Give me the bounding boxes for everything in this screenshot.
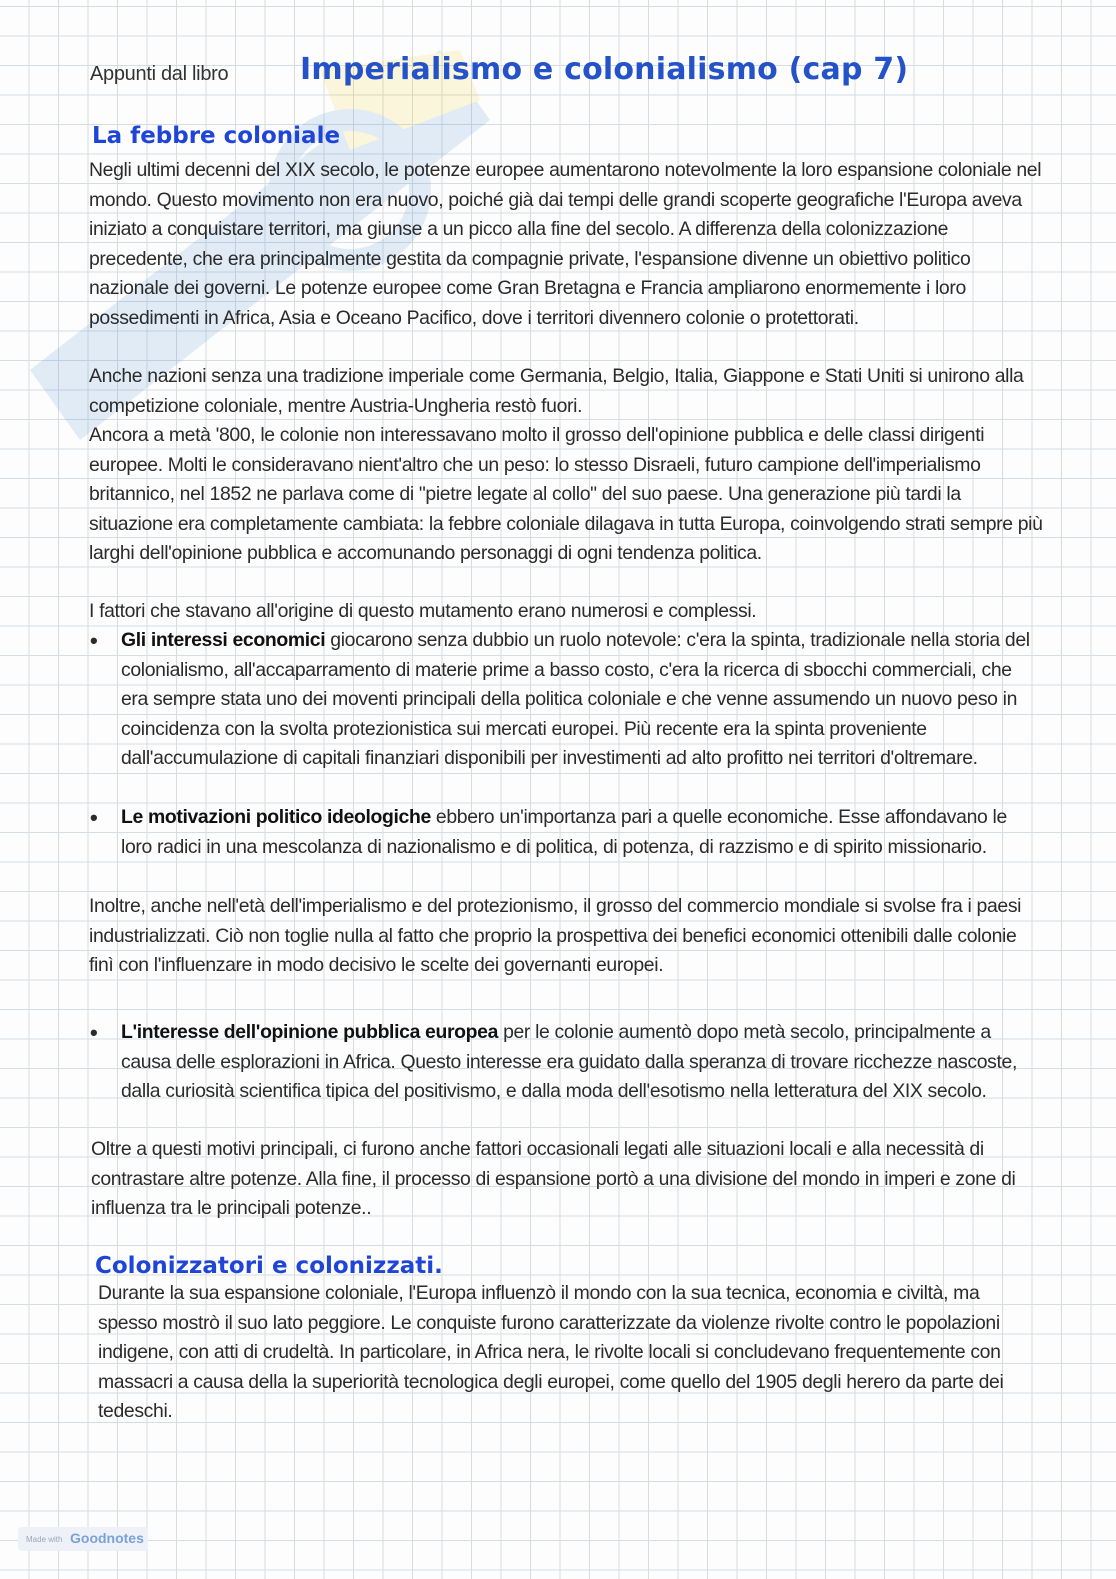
goodnotes-badge — [18, 1527, 148, 1551]
paragraph-commercio: Inoltre, anche nell'età dell'imperialismo e del protezionismo, il grosso del commercio mondiale si svolse fra i paesi industrializzati. Ciò non toglie nulla al fatto che proprio la prospettiva dei benefici economici ottenibili dalle colonie finì con l'influenzare in modo decisivo le scelte dei governanti europei. — [89, 895, 1022, 976]
section-heading-febbre-coloniale: La febbre coloniale — [92, 123, 341, 149]
list-item-text — [121, 803, 1036, 862]
paragraph-fattori: I fattori che stavano all'origine di questo mutamento erano numerosi e complessi. — [89, 600, 757, 622]
paragraph-intro: Negli ultimi decenni del XIX secolo, le potenze europee aumentarono notevolmente la loro espansione coloniale nel mondo. Questo movimento non era nuovo, poiché già dai tempi delle grandi scoperte geografiche l'Europa aveva iniziato a conquistare territori, ma giunse a un picco alla fine del secolo. A differenza della colonizzazione precedente, che era principalmente gestita da compagnie private, l'espansione divenne un obiettivo politico nazionale dei governi. Le potenze europee come Gran Bretagna e Francia ampliarono enormemente i loro possedimenti in Africa, Asia e Oceano Pacifico, dove i territori divennero colonie o protettorati. — [89, 159, 1042, 329]
bullet-icon: • — [90, 1020, 98, 1045]
goodnotes-logo: Goodnotes — [70, 1530, 144, 1546]
list-item-body: per le colonie aumentò dopo metà secolo, principalmente a causa delle esplorazioni in Africa. Questo interesse era guidato dalla speranza di trovare ricchezze nascoste, dalla curiosità scientifica tipica del positivismo, e dalla moda dell'esotismo nella letteratura del XIX secolo. — [121, 1021, 1018, 1102]
list-item-text — [121, 626, 1036, 774]
page-title: Imperialismo e colonialismo (cap 7) — [300, 52, 909, 87]
section-heading-colonizzatori: Colonizzatori e colonizzati. — [95, 1253, 443, 1279]
list-item-bold: Gli interessi economici — [121, 629, 326, 651]
header-note: Appunti dal libro — [90, 63, 229, 85]
list-item-body: ebbero un'importanza pari a quelle economiche. Esse affondavano le loro radici in una mescolanza di nazionalismo e di politica, di potenza, di razzismo e di spirito missionario. — [121, 806, 1007, 858]
paragraph-fattori-occasionali: Oltre a questi motivi principali, ci furono anche fattori occasionali legati alle situazioni locali e alla necessità di contrastare altre potenze. Alla fine, il processo di espansione portò a una divisione del mondo in imperi e zone di influenza tra le principali potenze.. — [91, 1138, 1016, 1219]
list-item-text — [121, 1018, 1036, 1107]
list-item-body: giocarono senza dubbio un ruolo notevole: c'era la spinta, tradizionale nella storia del colonialismo, all'accaparramento di materie prime a basso costo, c'era la ricerca di sbocchi commerciali, che era sempre stata uno dei moventi principali della politica coloniale e che venne assumendo un nuovo peso in coincidenza con la svolta protezionistica sui mercati europei. Più recente era la spinta proveniente dall'accumulazione di capitali finanziari disponibili per investimenti ad alto profitto nei territori d'oltremare. — [121, 629, 1030, 769]
bullet-icon: • — [90, 628, 98, 653]
list-item-bold: L'interesse dell'opinione pubblica europea — [121, 1021, 499, 1043]
paragraph-nuove-nazioni: Anche nazioni senza una tradizione imperiale come Germania, Belgio, Italia, Giappone e Stati Uniti si unirono alla competizione coloniale, mentre Austria-Ungheria restò fuori. — [89, 365, 1024, 417]
bullet-icon: • — [90, 805, 98, 830]
made-with-label: Made with — [26, 1535, 63, 1544]
list-item-bold: Le motivazioni politico ideologiche — [121, 806, 431, 828]
paragraph-colonizzatori: Durante la sua espansione coloniale, l'Europa influenzò il mondo con la sua tecnica, economia e civiltà, ma spesso mostrò il suo lato peggiore. Le conquiste furono caratterizzate da violenze rivolte contro le popolazioni indigene, con atti di crudeltà. In particolare, in Africa nera, le rivolte locali si concludevano frequentemente con massacri a causa della la superiorità tecnologica degli europei, come quello del 1905 degli herero da parte dei tedeschi. — [98, 1282, 1004, 1422]
paragraph-disraeli: Ancora a metà '800, le colonie non interessavano molto il grosso dell'opinione pubblica e delle classi dirigenti europee. Molti le consideravano nient'altro che un peso: lo stesso Disraeli, futuro campione dell'imperialismo britannico, nel 1852 ne parlava come di "pietre legate al collo" del suo paese. Una generazione più tardi la situazione era completamente cambiata: la febbre coloniale dilagava in tutta Europa, coinvolgendo strati sempre più larghi dell'opinione pubblica e accomunando personaggi di ogni tendenza politica. — [89, 424, 1043, 564]
